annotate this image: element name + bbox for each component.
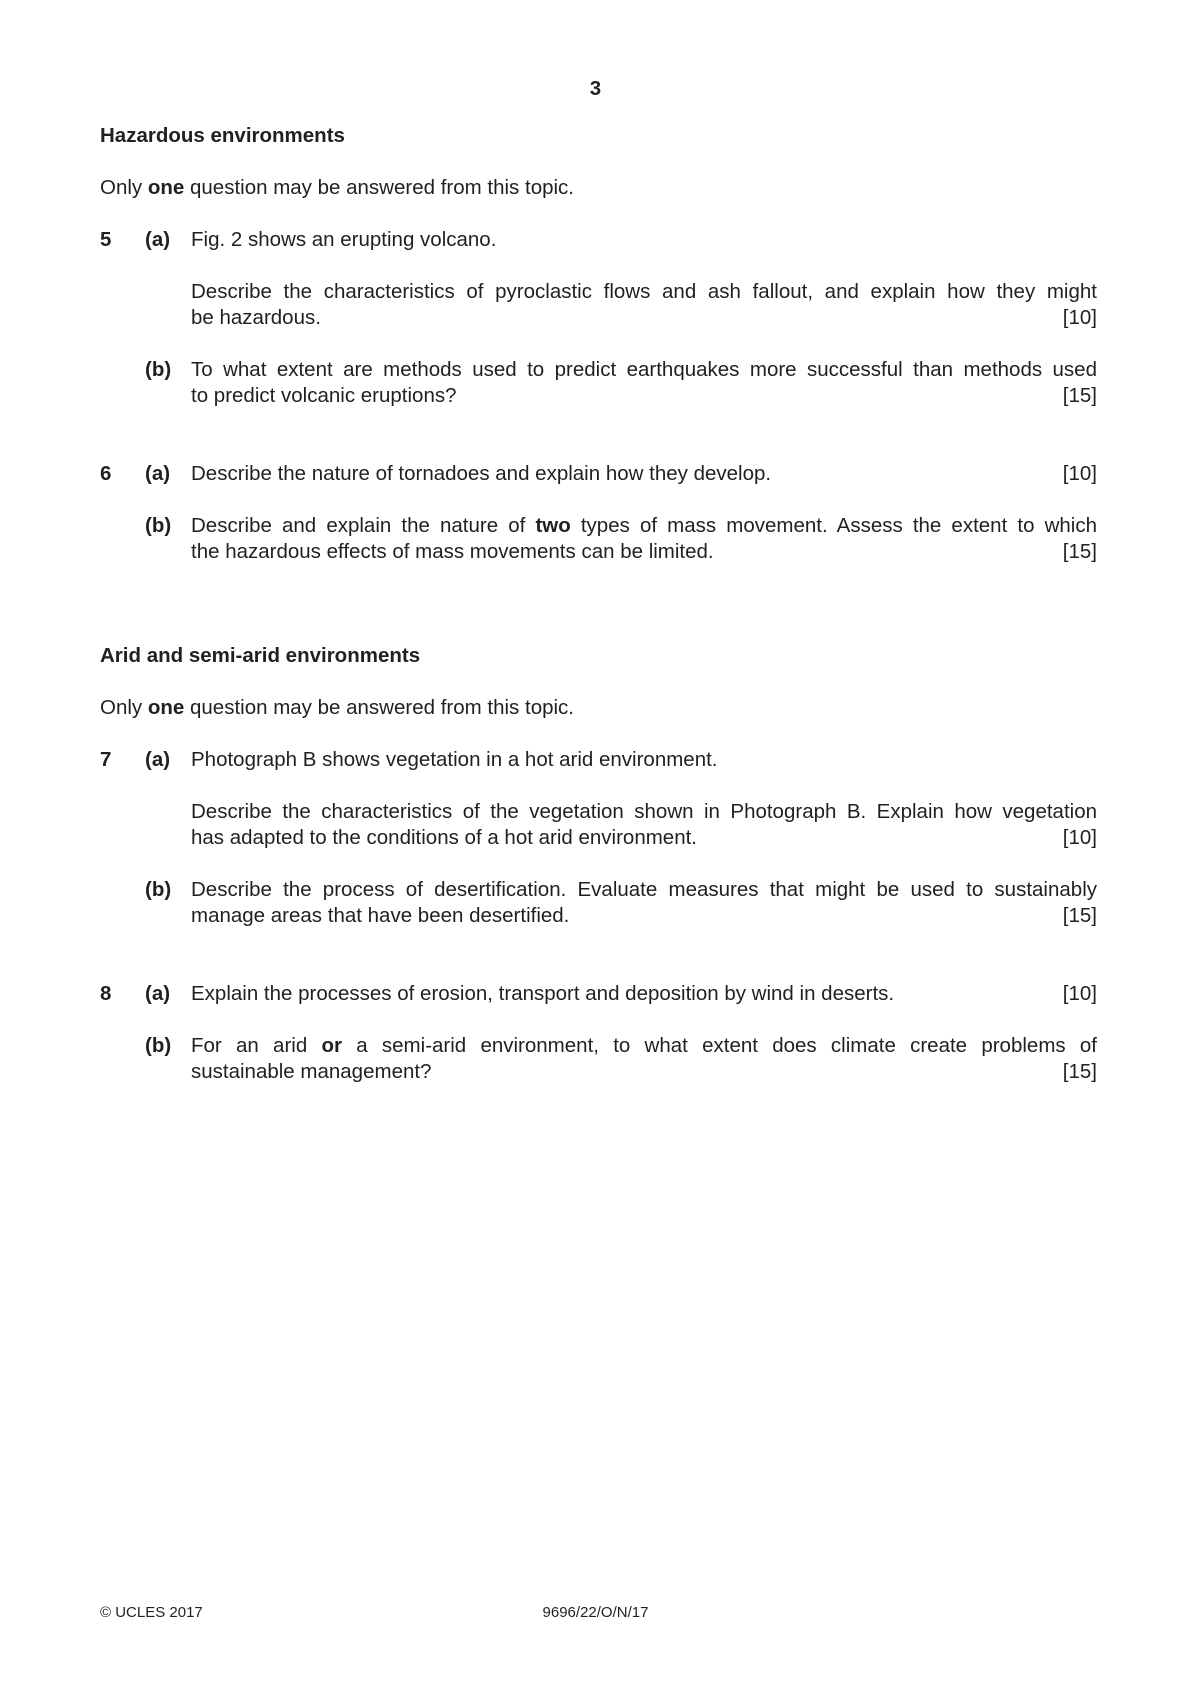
question-8b-line-1: For an arid or a semi-arid environment, to what extent does climate create problems of bbox=[191, 1034, 1097, 1057]
question-7b-text bbox=[191, 877, 1097, 929]
question-6a-mark: [10] bbox=[1062, 462, 1097, 485]
question-8a-label: (a) bbox=[145, 982, 171, 1005]
question-7b-line-1: Describe the process of desertification. Evaluate measures that might be used to sustainably bbox=[191, 878, 1097, 901]
question-5a-label: (a) bbox=[145, 228, 171, 251]
question-8b-text bbox=[191, 1033, 1097, 1085]
section-heading-hazardous: Hazardous environments bbox=[100, 124, 345, 147]
question-7a-label: (a) bbox=[145, 748, 171, 771]
question-5a-intro: Fig. 2 shows an erupting volcano. bbox=[191, 228, 497, 251]
question-7a-line-2: has adapted to the conditions of a hot arid environment. [10] bbox=[191, 826, 1097, 849]
question-5b-label: (b) bbox=[145, 358, 172, 381]
question-8a-line-1: Explain the processes of erosion, transport and deposition by wind in deserts. [10] bbox=[191, 982, 1097, 1005]
question-6b-line-2: the hazardous effects of mass movements can be limited. [15] bbox=[191, 540, 1097, 563]
question-8a-text bbox=[191, 981, 1097, 1007]
question-7b-label: (b) bbox=[145, 878, 172, 901]
question-8b-mark: [15] bbox=[1062, 1060, 1097, 1083]
question-6b-text bbox=[191, 513, 1097, 565]
question-6b-label: (b) bbox=[145, 514, 172, 537]
question-7a-text bbox=[191, 799, 1097, 851]
question-6b-line-1: Describe and explain the nature of two types of mass movement. Assess the extent to which bbox=[191, 514, 1098, 537]
section-instruction-hazardous: Only one question may be answered from this topic. bbox=[100, 176, 575, 199]
section-heading-arid: Arid and semi-arid environments bbox=[100, 644, 421, 667]
question-5a-line-2: be hazardous. [10] bbox=[191, 306, 1097, 329]
question-5b-line-2: to predict volcanic eruptions? [15] bbox=[191, 384, 1097, 407]
question-7a-mark: [10] bbox=[1062, 826, 1097, 849]
page-number: 3 bbox=[589, 77, 602, 100]
question-5a-text bbox=[191, 279, 1097, 331]
question-8a-mark: [10] bbox=[1062, 982, 1097, 1005]
question-5b-mark: [15] bbox=[1062, 384, 1097, 407]
section-instruction-arid: Only one question may be answered from this topic. bbox=[100, 696, 575, 719]
question-7b-mark: [15] bbox=[1062, 904, 1097, 927]
question-8b-line-2: sustainable management? [15] bbox=[191, 1060, 1097, 1083]
question-7a-line-1: Describe the characteristics of the vegetation shown in Photograph B. Explain how vegetation bbox=[191, 800, 1097, 823]
question-7a-intro: Photograph B shows vegetation in a hot arid environment. bbox=[191, 748, 718, 771]
question-number-5: 5 bbox=[100, 228, 112, 251]
question-number-8: 8 bbox=[100, 982, 112, 1005]
question-5a-mark: [10] bbox=[1062, 306, 1097, 329]
question-6b-mark: [15] bbox=[1062, 540, 1097, 563]
question-6a-text bbox=[191, 461, 1097, 487]
footer-copyright: © UCLES 2017 bbox=[100, 1604, 203, 1621]
footer-paper-code: 9696/22/O/N/17 bbox=[542, 1604, 649, 1621]
question-6a-line-1: Describe the nature of tornadoes and explain how they develop. [10] bbox=[191, 462, 1097, 485]
question-8b-label: (b) bbox=[145, 1034, 172, 1057]
question-5b-text bbox=[191, 357, 1097, 409]
question-6a-label: (a) bbox=[145, 462, 171, 485]
question-number-6: 6 bbox=[100, 462, 112, 485]
question-5a-line-1: Describe the characteristics of pyroclastic flows and ash fallout, and explain how they might bbox=[191, 280, 1097, 303]
question-7b-line-2: manage areas that have been desertified. [15] bbox=[191, 904, 1097, 927]
question-number-7: 7 bbox=[100, 748, 112, 771]
question-5b-line-1: To what extent are methods used to predict earthquakes more successful than methods used bbox=[191, 358, 1097, 381]
